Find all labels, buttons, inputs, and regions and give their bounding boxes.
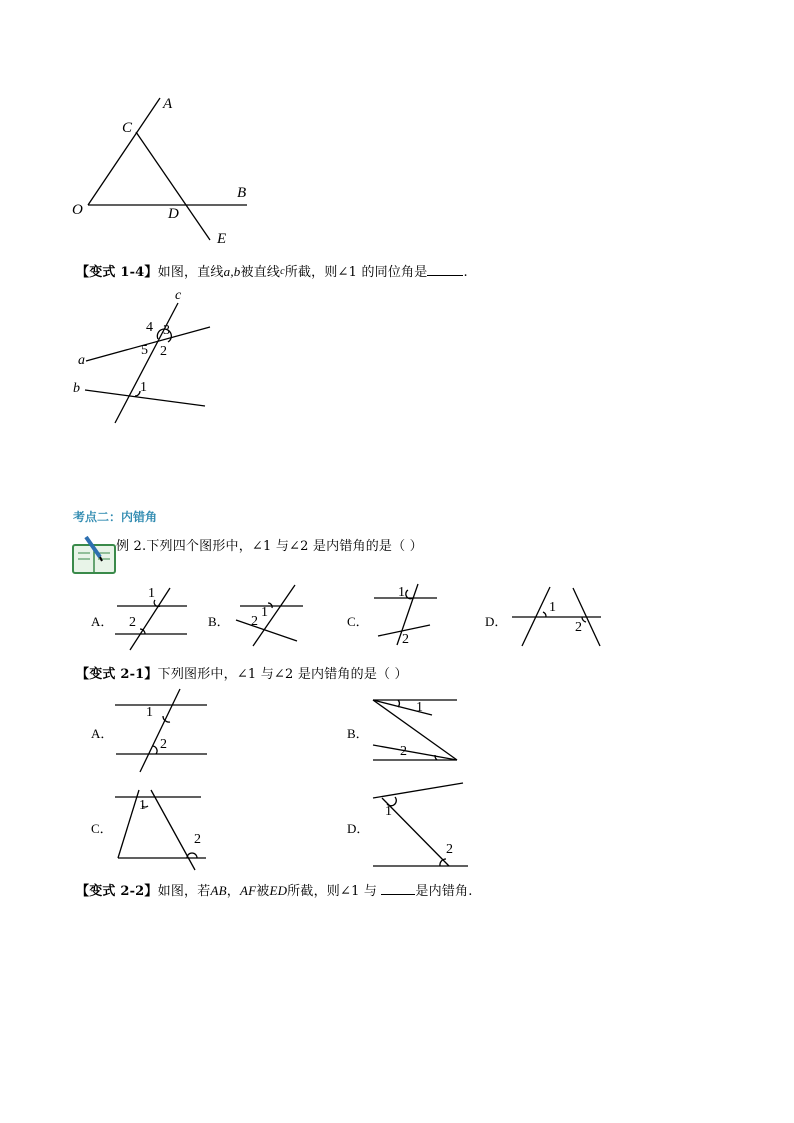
question-tag: 【变式 1-4】: [76, 265, 158, 280]
question-text: .: [463, 265, 468, 280]
label-4: 4: [146, 320, 153, 335]
label-E: E: [217, 231, 227, 247]
label-A: A: [163, 96, 173, 112]
question-tag: 【变式 2-1】: [76, 667, 158, 682]
option-A-label[interactable]: A．: [91, 614, 114, 629]
question-text: 如图，若: [157, 884, 211, 899]
q21D-1: 1: [385, 804, 392, 819]
label-1: 1: [140, 380, 147, 395]
label-3: 3: [163, 323, 170, 338]
q21D-2: 2: [446, 842, 453, 857]
option-C-label[interactable]: C．: [347, 614, 369, 629]
math-ED: ED: [269, 883, 288, 898]
q21C-1: 1: [139, 798, 146, 813]
q21A-1: 1: [146, 705, 153, 720]
question-tag: 【变式 2-2】: [76, 884, 158, 899]
question-text: 下列图形中，∠1 与∠2 是内错角的是（ ）: [157, 667, 408, 682]
q21-option-A-label[interactable]: A．: [91, 726, 114, 741]
label-C: C: [122, 120, 133, 136]
optA-1: 1: [148, 586, 155, 601]
q21B-2: 2: [400, 744, 407, 759]
question-text: 被直线: [240, 265, 281, 280]
label-2: 2: [160, 344, 167, 359]
math-AF: AF: [239, 883, 257, 898]
label-b: b: [73, 381, 80, 396]
section-title: 考点二：内错角: [73, 510, 158, 524]
question-text: 如图，直线: [157, 265, 224, 280]
question-text: 是内错角.: [415, 884, 473, 899]
example-2: 例 2.下列四个图形中，∠1 与∠2 是内错角的是（ ）: [116, 539, 423, 554]
label-D: D: [168, 206, 179, 222]
optB-1: 1: [261, 605, 268, 620]
question-text: ，: [226, 884, 240, 899]
q21-option-C-label[interactable]: C．: [91, 821, 113, 836]
math-ab: a,b: [223, 264, 241, 279]
optD-1: 1: [549, 600, 556, 615]
optA-2: 2: [129, 615, 136, 630]
q21-option-D-label[interactable]: D．: [347, 821, 370, 836]
q21A-2: 2: [160, 737, 167, 752]
optD-2: 2: [575, 620, 582, 635]
math-c: c: [280, 266, 285, 277]
label-c: c: [175, 288, 182, 303]
q21-option-B-label[interactable]: B．: [347, 726, 369, 741]
label-5: 5: [141, 343, 148, 358]
math-AB: AB: [210, 883, 227, 898]
optB-2: 2: [251, 614, 258, 629]
answer-blank[interactable]: [381, 882, 415, 895]
question-text: 所截，则∠1 与: [287, 884, 378, 899]
optC-2: 2: [402, 632, 409, 647]
option-B-label[interactable]: B．: [208, 614, 230, 629]
option-D-label[interactable]: D．: [485, 614, 508, 629]
question-text: 被: [256, 884, 270, 899]
label-a: a: [78, 353, 85, 368]
label-O: O: [72, 202, 83, 218]
q21C-2: 2: [194, 832, 201, 847]
label-B: B: [237, 185, 247, 201]
optC-1: 1: [398, 585, 405, 600]
question-text: 所截，则∠1 的同位角是: [284, 265, 428, 280]
q21B-1: 1: [416, 700, 423, 715]
question-2-2: [76, 880, 473, 899]
